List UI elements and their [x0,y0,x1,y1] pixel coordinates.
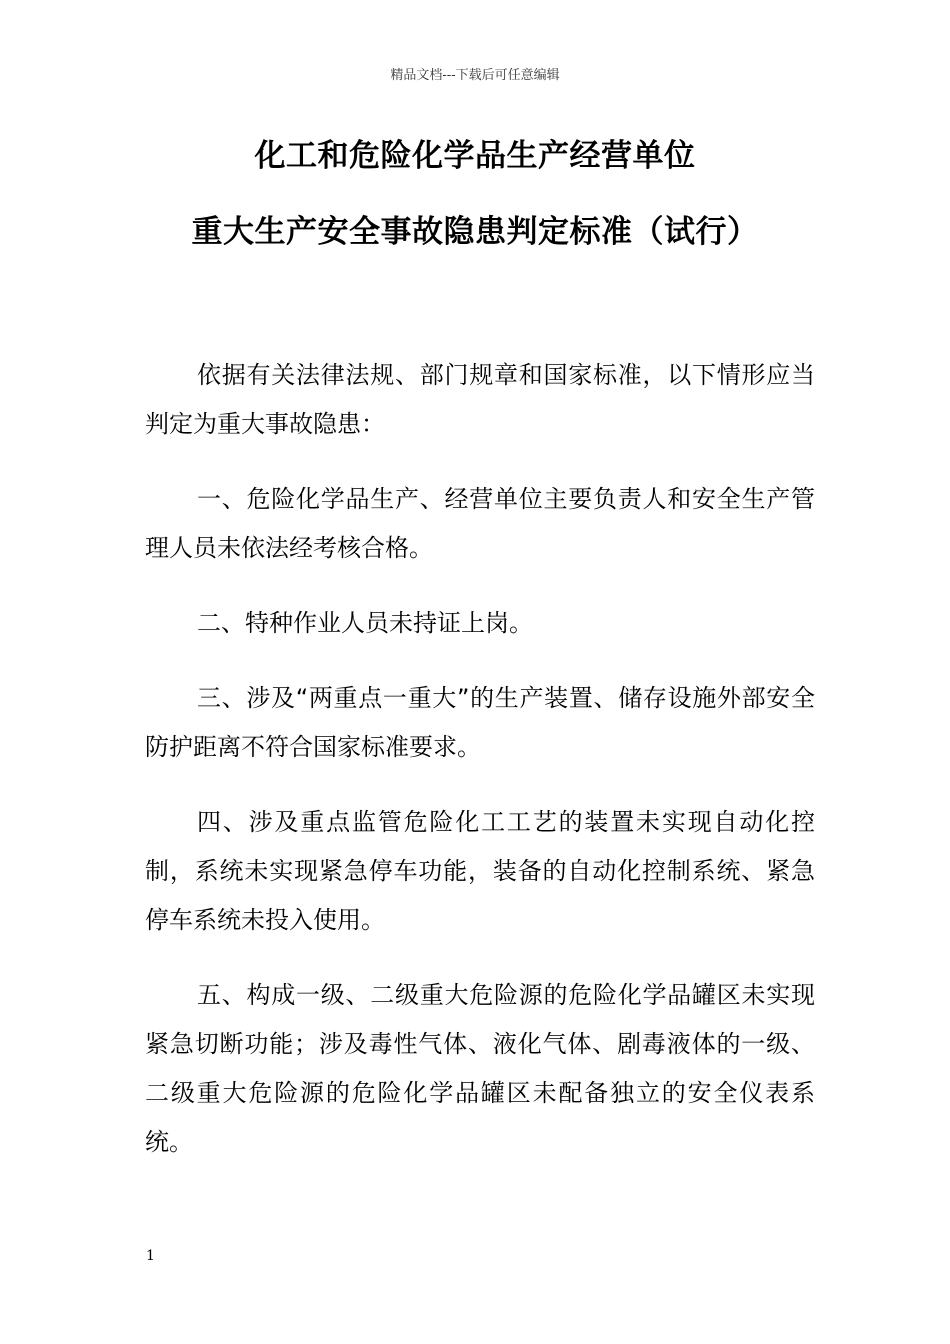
item-paragraph-4: 四、涉及重点监管危险化工工艺的装置未实现自动化控制，系统未实现紧急停车功能，装备的自动化控制系统、紧急停车系统未投入使用。 [145,808,815,934]
intro-paragraph: 依据有关法律法规、部门规章和国家标准，以下情形应当判定为重大事故隐患： [145,361,815,438]
item-paragraph-2: 二、特种作业人员未持证上岗。 [197,609,533,637]
document-title-line-1: 化工和危险化学品生产经营单位 [254,138,696,174]
page-header: 精品文档---下载后可任意编辑 [390,68,560,83]
item-paragraph-3: 三、涉及“两重点一重大”的生产装置、储存设施外部安全防护距离不符合国家标准要求。 [145,684,815,761]
document-title-line-2: 重大生产安全事故隐患判定标准（试行） [191,214,759,250]
item-paragraph-5: 五、构成一级、二级重大危险源的危险化学品罐区未实现紧急切断功能；涉及毒性气体、液化气体、剧毒液体的一级、二级重大危险源的危险化学品罐区未配备独立的安全仪表系统。 [145,981,815,1156]
page-number: 1 [146,1248,155,1264]
document-body [145,351,815,1167]
item-paragraph-1: 一、危险化学品生产、经营单位主要负责人和安全生产管理人员未依法经考核合格。 [145,485,815,562]
